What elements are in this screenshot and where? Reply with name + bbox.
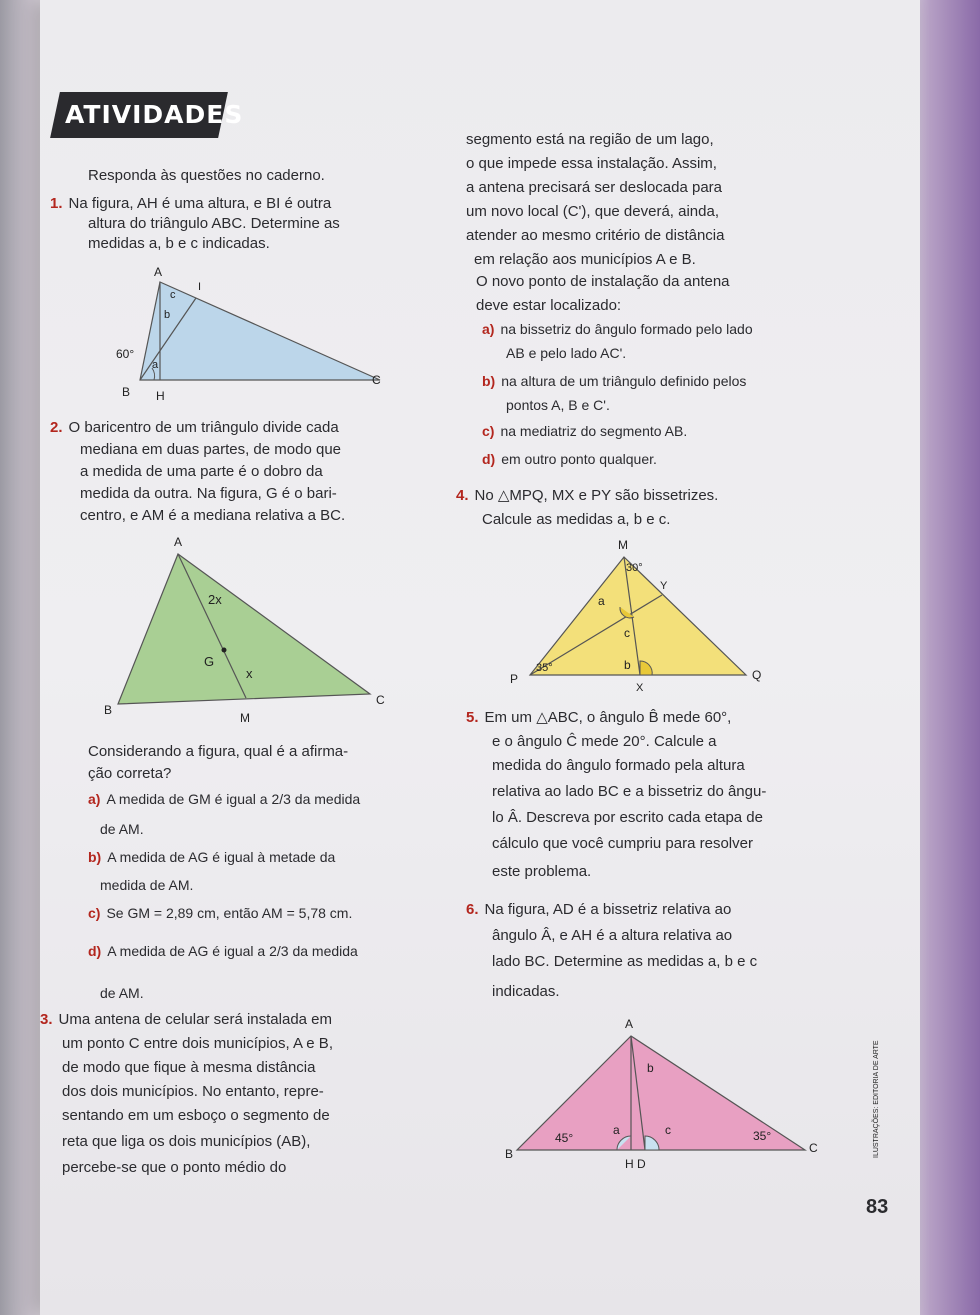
- q3-cont-5: atender ao mesmo critério de distância: [466, 227, 725, 244]
- q3-option-d: d) em outro ponto qualquer.: [482, 451, 657, 467]
- q3-line-4: dos dois municípios. No entanto, repre-: [62, 1083, 324, 1100]
- page-number: 83: [866, 1196, 889, 1218]
- q6-line-3: lado BC. Determine as medidas a, b e c: [492, 953, 758, 970]
- q2-line-4: medida da outra. Na figura, G é o bari-: [80, 485, 337, 502]
- q2-line-1: 2. O baricentro de um triângulo divide cada: [50, 419, 339, 436]
- q2-label-b: B: [104, 703, 113, 717]
- q1-label-a-angle: a: [152, 359, 159, 371]
- q3-line-2: um ponto C entre dois municípios, A e B,: [62, 1035, 333, 1052]
- q2-label-m: M: [240, 711, 250, 725]
- q1-label-b-angle: b: [164, 309, 171, 321]
- q1-line-3: medidas a, b e c indicadas.: [88, 235, 270, 252]
- q6-line-4: indicadas.: [492, 983, 560, 1000]
- q4-line-2: Calcule as medidas a, b e c.: [482, 511, 671, 528]
- q5-line-3: medida do ângulo formado pela altura: [492, 757, 745, 774]
- q6-label-a-angle: a: [613, 1123, 620, 1137]
- q2-option-b-2: medida de AM.: [100, 877, 194, 893]
- q2-question-1: Considerando a figura, qual é a afirma-: [88, 743, 349, 760]
- q2-label-x: x: [246, 666, 253, 681]
- q1-line-2: altura do triângulo ABC. Determine as: [88, 215, 340, 232]
- q3-option-b-2: pontos A, B e C'.: [506, 397, 610, 413]
- q1-label-c-vertex: C: [372, 373, 381, 387]
- q2-option-a-1: a) A medida de GM é igual a 2/3 da medida: [88, 791, 361, 807]
- q6-number: 6.: [466, 901, 479, 918]
- q2-point-g: [222, 648, 227, 653]
- q3-cont-6: em relação aos municípios A e B.: [474, 251, 696, 268]
- q3-number: 3.: [40, 1011, 53, 1028]
- q3-option-c: c) na mediatriz do segmento AB.: [482, 423, 688, 439]
- q3-line-3: de modo que fique à mesma distância: [62, 1059, 316, 1076]
- q6-label-a-vertex: A: [625, 1017, 634, 1031]
- q4-label-y: Y: [660, 580, 668, 592]
- q6-label-c-vertex: C: [809, 1141, 818, 1155]
- q2-option-b-1: b) A medida de AG é igual à metade da: [88, 849, 336, 865]
- q3-prompt-1: O novo ponto de instalação da antena: [476, 273, 730, 290]
- q4-line-1: 4. No △MPQ, MX e PY são bissetrizes.: [456, 487, 719, 504]
- q2-triangle: [118, 554, 370, 704]
- q1-figure: [100, 260, 400, 410]
- q2-label-2x: 2x: [208, 592, 222, 607]
- q4-label-a: a: [598, 594, 605, 608]
- q1-label-i: I: [198, 281, 202, 293]
- q4-label-c: c: [624, 626, 630, 640]
- q6-label-b-vertex: B: [505, 1147, 514, 1161]
- q3-line-1: 3. Uma antena de celular será instalada em: [40, 1011, 333, 1028]
- q2-line-3: a medida de uma parte é o dobro da: [80, 463, 323, 480]
- q2-label-c: C: [376, 693, 385, 707]
- q1-label-h: H: [156, 389, 165, 403]
- q1-number: 1.: [50, 195, 63, 212]
- q6-figure: [505, 1010, 825, 1180]
- q4-figure: [500, 535, 780, 700]
- q3-cont-4: um novo local (C'), que deverá, ainda,: [466, 203, 720, 220]
- q2-label-g: G: [204, 654, 215, 669]
- intro-text: Responda às questões no caderno.: [88, 167, 325, 184]
- q5-line-5: lo Â. Descreva por escrito cada etapa de: [492, 809, 763, 826]
- q1-line-1: 1. Na figura, AH é uma altura, e BI é outra: [50, 195, 332, 212]
- q5-line-2: e o ângulo Ĉ mede 20°. Calcule a: [492, 733, 717, 750]
- q1-label-60: 60°: [116, 347, 135, 361]
- q4-label-35: 35°: [536, 662, 553, 674]
- q3-option-a-1: a) na bissetriz do ângulo formado pelo lado: [482, 321, 753, 337]
- q6-label-b-angle: b: [647, 1061, 654, 1075]
- illustration-credit: [868, 1000, 882, 1160]
- q3-cont-3: a antena precisará ser deslocada para: [466, 179, 722, 196]
- q2-line-5: centro, e AM é a mediana relativa a BC.: [80, 507, 346, 524]
- q2-question-2: ção correta?: [88, 765, 172, 782]
- q4-label-b: b: [624, 658, 631, 672]
- q3-line-7: percebe-se que o ponto médio do: [62, 1159, 287, 1176]
- q2-option-c: c) Se GM = 2,89 cm, então AM = 5,78 cm.: [88, 905, 353, 921]
- q3-option-a-2: AB e pelo lado AC'.: [506, 345, 627, 361]
- q2-option-a-2: de AM.: [100, 821, 144, 837]
- q4-label-m: M: [618, 538, 628, 552]
- q3-line-5: sentando em um esboço o segmento de: [62, 1107, 330, 1124]
- q5-line-7: este problema.: [492, 863, 592, 880]
- q4-label-q: Q: [752, 668, 762, 682]
- q1-label-a-vertex: A: [154, 265, 163, 279]
- section-header: [55, 92, 244, 138]
- q4-label-30: 30°: [626, 562, 643, 574]
- q1-label-b-vertex: B: [122, 385, 131, 399]
- q6-label-35: 35°: [753, 1129, 772, 1143]
- q5-line-1: 5. Em um △ABC, o ângulo B̂ mede 60°,: [466, 709, 732, 726]
- q3-option-b-1: b) na altura de um triângulo definido pelos: [482, 373, 747, 389]
- q2-option-d-2: de AM.: [100, 985, 144, 1001]
- q5-number: 5.: [466, 709, 479, 726]
- q6-line-2: ângulo Â, e AH é a altura relativa ao: [492, 927, 733, 944]
- q6-label-c-angle: c: [665, 1123, 671, 1137]
- q6-label-45: 45°: [555, 1131, 574, 1145]
- q5-line-4: relativa ao lado BC e a bissetriz do ângu-: [492, 783, 767, 800]
- q3-line-6: reta que liga os dois municípios (AB),: [62, 1133, 311, 1150]
- q4-number: 4.: [456, 487, 469, 504]
- q6-label-hd: H D: [625, 1157, 646, 1171]
- illustration-credit-text: ILUSTRAÇÕES: EDITORIA DE ARTE: [873, 1040, 880, 1158]
- q4-label-x: X: [636, 682, 644, 694]
- q4-label-p: P: [510, 672, 519, 686]
- header-title: ATIVIDADES: [65, 100, 244, 129]
- q6-line-1: 6. Na figura, AD é a bissetriz relativa ao: [466, 901, 732, 918]
- q2-figure: [100, 532, 400, 732]
- q2-label-a: A: [174, 535, 183, 549]
- q2-number: 2.: [50, 419, 63, 436]
- q3-prompt-2: deve estar localizado:: [476, 297, 622, 314]
- q1-triangle: [140, 282, 380, 380]
- q2-option-d-1: d) A medida de AG é igual a 2/3 da medida: [88, 943, 358, 959]
- q3-cont-2: o que impede essa instalação. Assim,: [466, 155, 717, 172]
- q1-label-c-angle: c: [170, 289, 176, 301]
- q2-line-2: mediana em duas partes, de modo que: [80, 441, 341, 458]
- q5-line-6: cálculo que você cumpriu para resolver: [492, 835, 753, 852]
- q3-cont-1: segmento está na região de um lago,: [466, 131, 714, 148]
